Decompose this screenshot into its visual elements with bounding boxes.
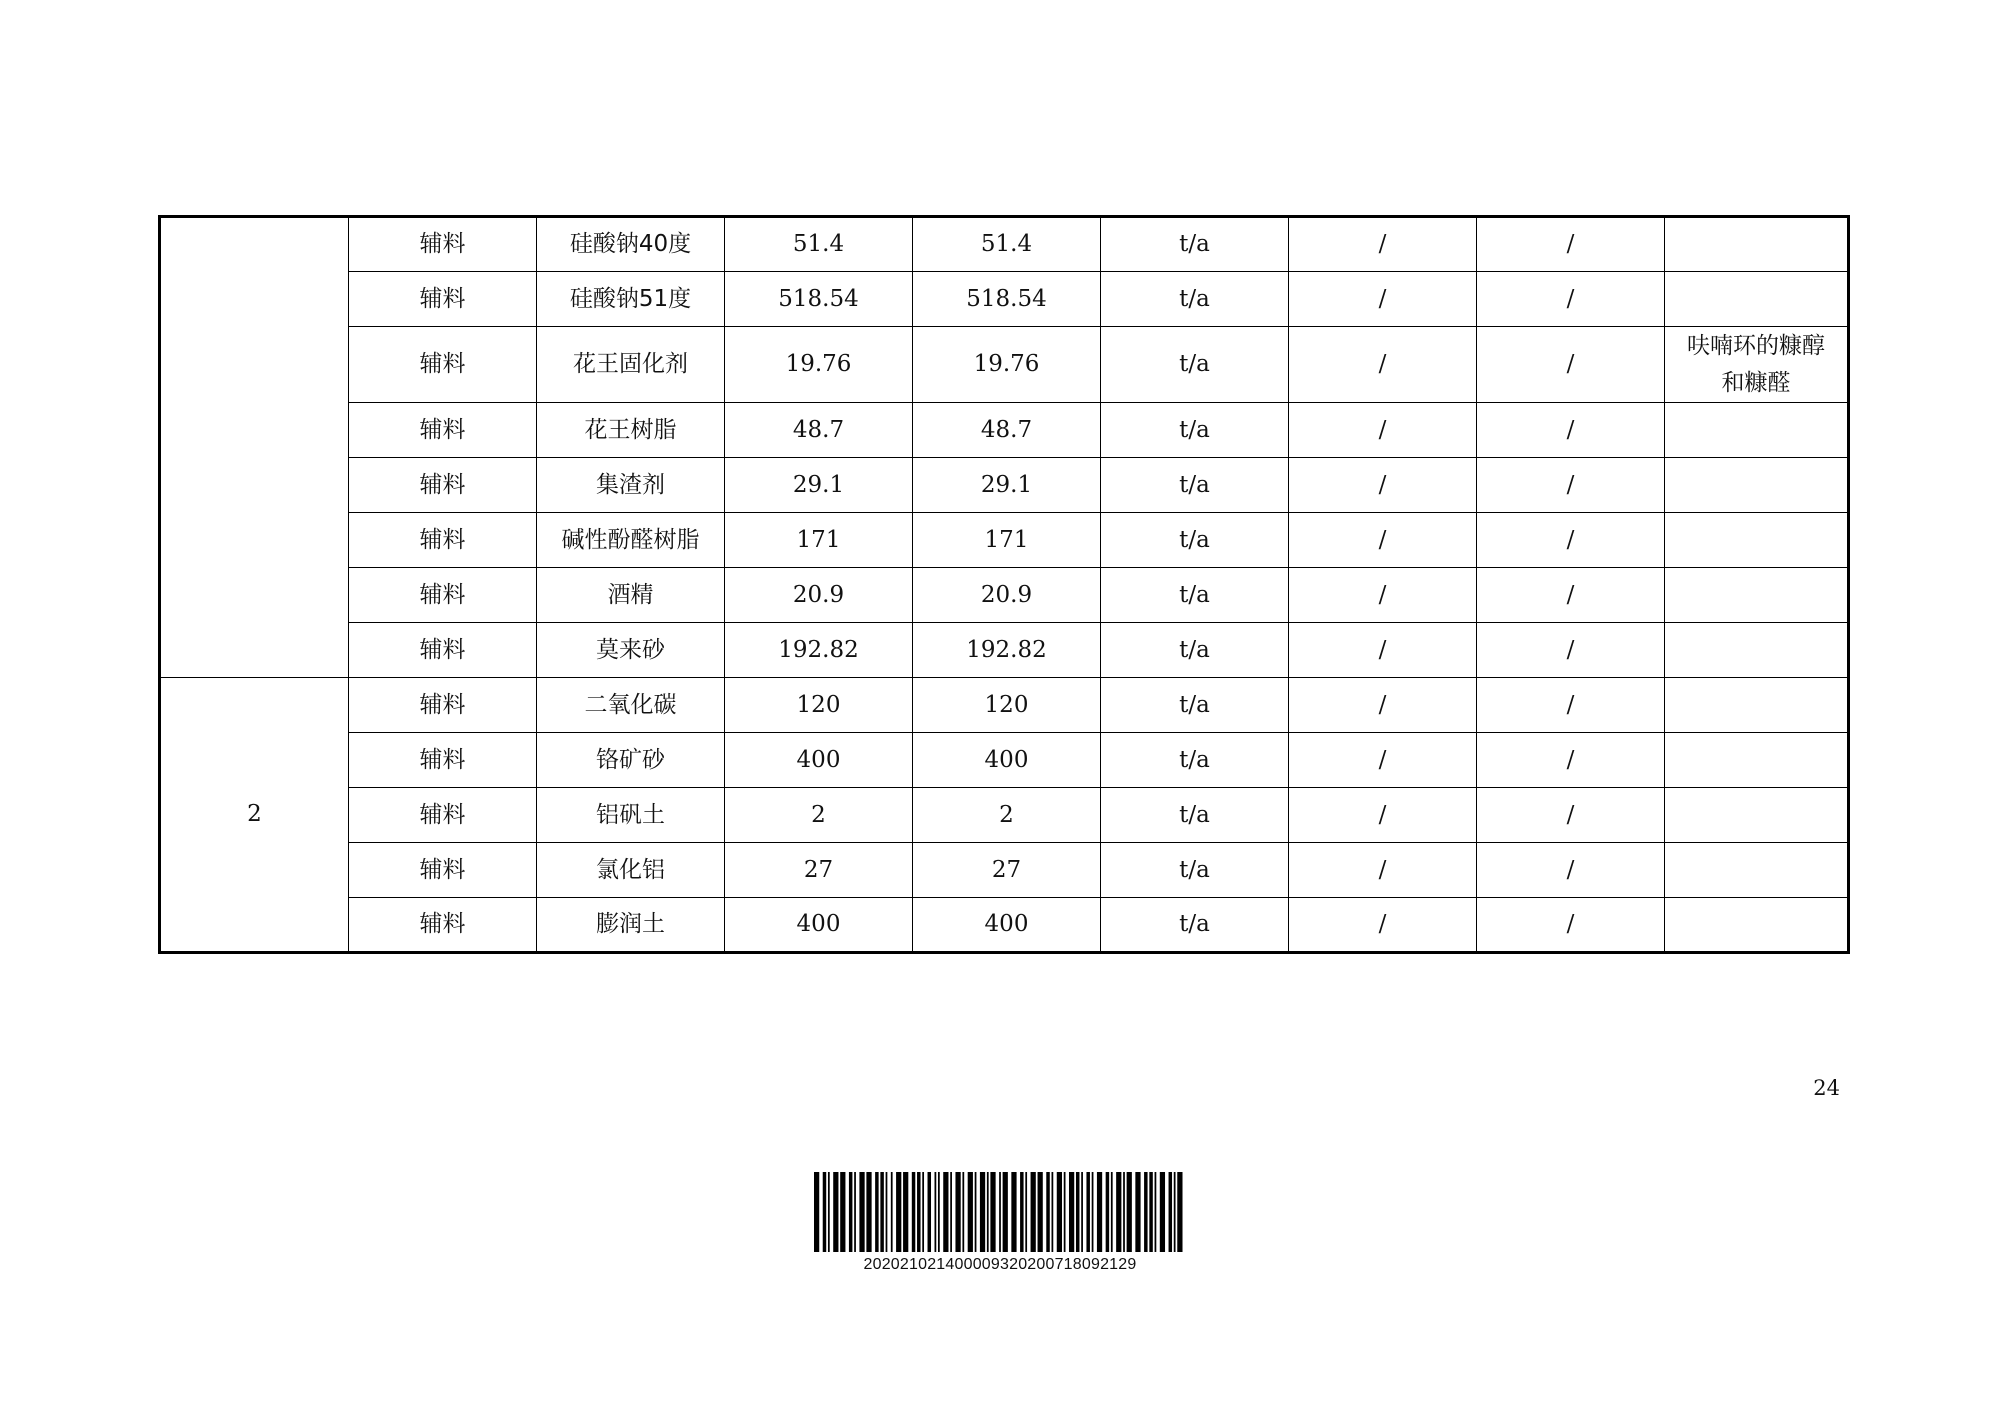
slash-cell: / — [1477, 403, 1665, 458]
barcode-bar — [1155, 1172, 1157, 1252]
note-cell — [1665, 788, 1849, 843]
unit-cell: t/a — [1101, 217, 1289, 272]
material-name-cell: 碱性酚醛树脂 — [537, 513, 725, 568]
barcode-bar — [1076, 1172, 1079, 1252]
barcode-bar — [896, 1172, 901, 1252]
barcode-image — [814, 1172, 1186, 1252]
slash-cell: / — [1477, 678, 1665, 733]
note-cell — [1665, 272, 1849, 327]
barcode-bar — [922, 1172, 924, 1252]
slash-cell: / — [1289, 898, 1477, 953]
barcode-bar — [1052, 1172, 1054, 1252]
material-name-cell: 莫来砂 — [537, 623, 725, 678]
table-row — [160, 217, 1849, 272]
table-row — [160, 403, 1849, 458]
barcode-bar — [1116, 1172, 1121, 1252]
unit-cell: t/a — [1101, 568, 1289, 623]
table-row — [160, 843, 1849, 898]
unit-cell: t/a — [1101, 327, 1289, 403]
barcode-bar — [987, 1172, 989, 1252]
amount-cell: 20.9 — [725, 568, 913, 623]
barcode-bar — [880, 1172, 883, 1252]
note-cell — [1665, 678, 1849, 733]
note-cell — [1665, 623, 1849, 678]
barcode-bar — [1057, 1172, 1062, 1252]
barcode-bar — [854, 1172, 856, 1252]
barcode-bar — [814, 1172, 819, 1252]
category-cell: 辅料 — [349, 217, 537, 272]
unit-cell: t/a — [1101, 403, 1289, 458]
material-name-cell: 集渣剂 — [537, 458, 725, 513]
barcode-bar — [1169, 1172, 1172, 1252]
category-cell: 辅料 — [349, 733, 537, 788]
barcode-bar — [980, 1172, 985, 1252]
barcode-bar — [917, 1172, 920, 1252]
category-cell: 辅料 — [349, 272, 537, 327]
slash-cell: / — [1477, 513, 1665, 568]
slash-cell: / — [1289, 678, 1477, 733]
amount-cell: 29.1 — [913, 458, 1101, 513]
amount-cell: 400 — [913, 733, 1101, 788]
material-name-cell: 硅酸钠40度 — [537, 217, 725, 272]
slash-cell: / — [1289, 568, 1477, 623]
table-row — [160, 678, 1849, 733]
table-row — [160, 327, 1849, 403]
slash-cell: / — [1477, 623, 1665, 678]
category-cell: 辅料 — [349, 458, 537, 513]
page-number: 24 — [1813, 1076, 1840, 1100]
amount-cell: 27 — [725, 843, 913, 898]
barcode-bar — [840, 1172, 845, 1252]
note-cell — [1665, 327, 1849, 403]
slash-cell: / — [1289, 788, 1477, 843]
barcode-bar — [912, 1172, 915, 1252]
slash-cell: / — [1289, 513, 1477, 568]
material-name-cell: 二氧化碳 — [537, 678, 725, 733]
barcode-bar — [928, 1172, 931, 1252]
table-row — [160, 513, 1849, 568]
amount-cell: 518.54 — [913, 272, 1101, 327]
unit-cell: t/a — [1101, 898, 1289, 953]
barcode-bar — [1149, 1172, 1152, 1252]
material-name-cell: 花王固化剂 — [537, 327, 725, 403]
amount-cell: 2 — [725, 788, 913, 843]
amount-cell: 120 — [725, 678, 913, 733]
barcode-bar — [849, 1172, 852, 1252]
category-cell: 辅料 — [349, 327, 537, 403]
barcode-bar — [1020, 1172, 1023, 1252]
barcode-bar — [828, 1172, 830, 1252]
note-cell — [1665, 403, 1849, 458]
amount-cell: 20.9 — [913, 568, 1101, 623]
barcode-bar — [1092, 1172, 1094, 1252]
barcode-bar — [935, 1172, 937, 1252]
category-cell: 辅料 — [349, 623, 537, 678]
amount-cell: 19.76 — [725, 327, 913, 403]
table-row — [160, 272, 1849, 327]
table-row — [160, 458, 1849, 513]
category-cell: 辅料 — [349, 403, 537, 458]
slash-cell: / — [1477, 733, 1665, 788]
category-cell: 辅料 — [349, 513, 537, 568]
amount-cell: 171 — [725, 513, 913, 568]
barcode-bar — [1160, 1172, 1165, 1252]
note-cell — [1665, 733, 1849, 788]
barcode-bar — [1081, 1172, 1083, 1252]
barcode-bar — [1069, 1172, 1074, 1252]
amount-cell: 192.82 — [725, 623, 913, 678]
barcode-bar — [866, 1172, 871, 1252]
barcode-bar — [962, 1172, 964, 1252]
note-cell — [1665, 217, 1849, 272]
slash-cell: / — [1477, 217, 1665, 272]
category-cell: 辅料 — [349, 843, 537, 898]
barcode-bar — [1144, 1172, 1147, 1252]
amount-cell: 400 — [725, 898, 913, 953]
barcode-bar — [1177, 1172, 1182, 1252]
unit-cell: t/a — [1101, 458, 1289, 513]
slash-cell: / — [1477, 272, 1665, 327]
category-cell: 辅料 — [349, 788, 537, 843]
category-cell: 辅料 — [349, 898, 537, 953]
barcode-bar — [859, 1172, 864, 1252]
material-name-cell: 铬矿砂 — [537, 733, 725, 788]
barcode-bar — [903, 1172, 908, 1252]
note-line: 呋喃环的糠醇 — [1687, 332, 1825, 359]
slash-cell: / — [1289, 458, 1477, 513]
barcode-bar — [999, 1172, 1001, 1252]
material-name-cell: 酒精 — [537, 568, 725, 623]
unit-cell: t/a — [1101, 733, 1289, 788]
barcode-bar — [1174, 1172, 1176, 1252]
unit-cell: t/a — [1101, 623, 1289, 678]
barcode-bar — [938, 1172, 940, 1252]
barcode-bar — [886, 1172, 888, 1252]
barcode-bar — [1097, 1172, 1102, 1252]
barcode-bar — [950, 1172, 952, 1252]
unit-cell: t/a — [1101, 843, 1289, 898]
barcode-bar — [1038, 1172, 1043, 1252]
group-cell: 2 — [160, 678, 349, 953]
barcode-bar — [990, 1172, 995, 1252]
group-cell — [160, 217, 349, 678]
note-cell — [1665, 898, 1849, 953]
barcode-bar — [1123, 1172, 1125, 1252]
barcode-bar — [1025, 1172, 1027, 1252]
unit-cell: t/a — [1101, 513, 1289, 568]
barcode-bar — [1046, 1172, 1049, 1252]
amount-cell: 400 — [913, 898, 1101, 953]
amount-cell: 2 — [913, 788, 1101, 843]
amount-cell: 51.4 — [913, 217, 1101, 272]
category-cell: 辅料 — [349, 568, 537, 623]
amount-cell: 29.1 — [725, 458, 913, 513]
slash-cell: / — [1289, 843, 1477, 898]
slash-cell: / — [1289, 327, 1477, 403]
barcode-bar — [975, 1172, 977, 1252]
table-row — [160, 568, 1849, 623]
barcode-bar — [1111, 1172, 1113, 1252]
barcode-bar — [1031, 1172, 1036, 1252]
note-line: 和糠醛 — [1721, 369, 1791, 396]
slash-cell: / — [1477, 788, 1665, 843]
slash-cell: / — [1477, 898, 1665, 953]
table-body — [160, 217, 1849, 953]
barcode-number: 202021021400009320200718092129 — [863, 1256, 1137, 1273]
slash-cell: / — [1289, 272, 1477, 327]
material-name-cell: 铝矾土 — [537, 788, 725, 843]
barcode-bar — [823, 1172, 826, 1252]
note-cell — [1665, 513, 1849, 568]
slash-cell: / — [1477, 327, 1665, 403]
unit-cell: t/a — [1101, 678, 1289, 733]
table-row — [160, 623, 1849, 678]
amount-cell: 518.54 — [725, 272, 913, 327]
amount-cell: 48.7 — [725, 403, 913, 458]
amount-cell: 48.7 — [913, 403, 1101, 458]
amount-cell: 192.82 — [913, 623, 1101, 678]
materials-table — [158, 215, 1850, 954]
barcode-bar — [875, 1172, 878, 1252]
note-cell — [1665, 568, 1849, 623]
slash-cell: / — [1289, 623, 1477, 678]
material-name-cell: 花王树脂 — [537, 403, 725, 458]
barcode-bar — [1135, 1172, 1140, 1252]
amount-cell: 51.4 — [725, 217, 913, 272]
barcode-bar — [955, 1172, 960, 1252]
amount-cell: 27 — [913, 843, 1101, 898]
note-cell — [1665, 843, 1849, 898]
barcode-bar — [1064, 1172, 1066, 1252]
barcode-bar — [1086, 1172, 1089, 1252]
barcode-bar — [943, 1172, 948, 1252]
slash-cell: / — [1477, 843, 1665, 898]
table-row — [160, 788, 1849, 843]
barcode-bar — [968, 1172, 973, 1252]
slash-cell: / — [1477, 458, 1665, 513]
note-cell — [1665, 458, 1849, 513]
unit-cell: t/a — [1101, 272, 1289, 327]
amount-cell: 400 — [725, 733, 913, 788]
barcode-bar — [1003, 1172, 1008, 1252]
material-name-cell: 膨润土 — [537, 898, 725, 953]
slash-cell: / — [1289, 217, 1477, 272]
amount-cell: 19.76 — [913, 327, 1101, 403]
amount-cell: 171 — [913, 513, 1101, 568]
slash-cell: / — [1477, 568, 1665, 623]
category-cell: 辅料 — [349, 678, 537, 733]
barcode-bar — [891, 1172, 893, 1252]
barcode-bar — [833, 1172, 838, 1252]
barcode-bar — [1127, 1172, 1132, 1252]
material-name-cell: 氯化铝 — [537, 843, 725, 898]
slash-cell: / — [1289, 403, 1477, 458]
slash-cell: / — [1289, 733, 1477, 788]
amount-cell: 120 — [913, 678, 1101, 733]
material-name-cell: 硅酸钠51度 — [537, 272, 725, 327]
barcode-bar — [1106, 1172, 1109, 1252]
table-row — [160, 733, 1849, 788]
unit-cell: t/a — [1101, 788, 1289, 843]
barcode-bar — [1011, 1172, 1016, 1252]
table-row — [160, 898, 1849, 953]
